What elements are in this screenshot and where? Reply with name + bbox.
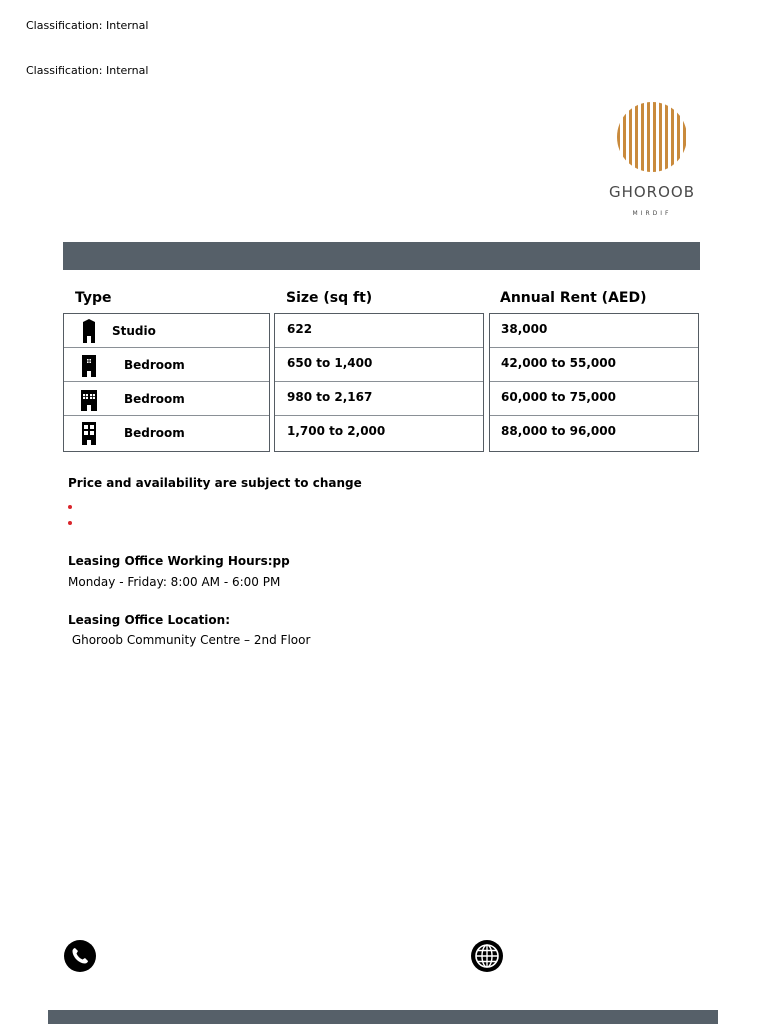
location-text: Ghoroob Community Centre – 2nd Floor (68, 633, 311, 647)
column-header-size: Size (sq ft) (286, 290, 373, 306)
rent-column (489, 313, 699, 452)
size-value: 622 (287, 322, 313, 336)
rent-value: 38,000 (501, 322, 548, 336)
ghoroob-logo (600, 100, 710, 220)
type-label: Bedroom (124, 358, 185, 372)
type-label: Studio (112, 324, 156, 338)
classification-label: Classification: Internal (26, 19, 149, 32)
classification-label: Classification: Internal (26, 64, 149, 77)
phone-icon[interactable] (64, 940, 96, 972)
column-header-type: Type (75, 290, 112, 306)
footer-bar (48, 1010, 718, 1024)
brand-name: GHOROOB (608, 183, 696, 201)
table-row (490, 382, 698, 416)
size-value: 1,700 to 2,000 (287, 424, 386, 438)
table-row (275, 382, 483, 416)
type-label: Bedroom (124, 392, 185, 406)
bullet-marker (68, 521, 72, 525)
globe-icon[interactable] (471, 940, 503, 972)
bullet-marker (68, 505, 72, 509)
rent-value: 42,000 to 55,000 (501, 356, 616, 370)
building-icon-studio (81, 319, 97, 343)
table-row (275, 314, 483, 348)
table-row (490, 314, 698, 348)
building-icon-3br (81, 421, 97, 445)
column-header-rent: Annual Rent (AED) (500, 290, 647, 306)
table-row (275, 416, 483, 450)
sun-stripes-logo-icon (600, 100, 704, 180)
brand-subtitle: MIRDIF (632, 210, 672, 217)
price-note: Price and availability are subject to change (68, 476, 362, 490)
type-column (63, 313, 270, 452)
building-icon-1br (81, 353, 97, 377)
rent-value: 60,000 to 75,000 (501, 390, 616, 404)
table-row (64, 348, 269, 382)
table-row (64, 314, 269, 348)
hours-text: Monday - Friday: 8:00 AM - 6:00 PM (68, 575, 281, 589)
table-row (275, 348, 483, 382)
location-title: Leasing Office Location: (68, 613, 230, 627)
hours-title: Leasing Office Working Hours:pp (68, 554, 290, 568)
building-icon-2br (81, 387, 97, 411)
size-value: 650 to 1,400 (287, 356, 373, 370)
size-column (274, 313, 484, 452)
header-bar (63, 242, 700, 270)
type-label: Bedroom (124, 426, 185, 440)
table-row (64, 382, 269, 416)
rent-value: 88,000 to 96,000 (501, 424, 616, 438)
table-row (490, 348, 698, 382)
table-row (64, 416, 269, 450)
size-value: 980 to 2,167 (287, 390, 373, 404)
table-row (490, 416, 698, 450)
